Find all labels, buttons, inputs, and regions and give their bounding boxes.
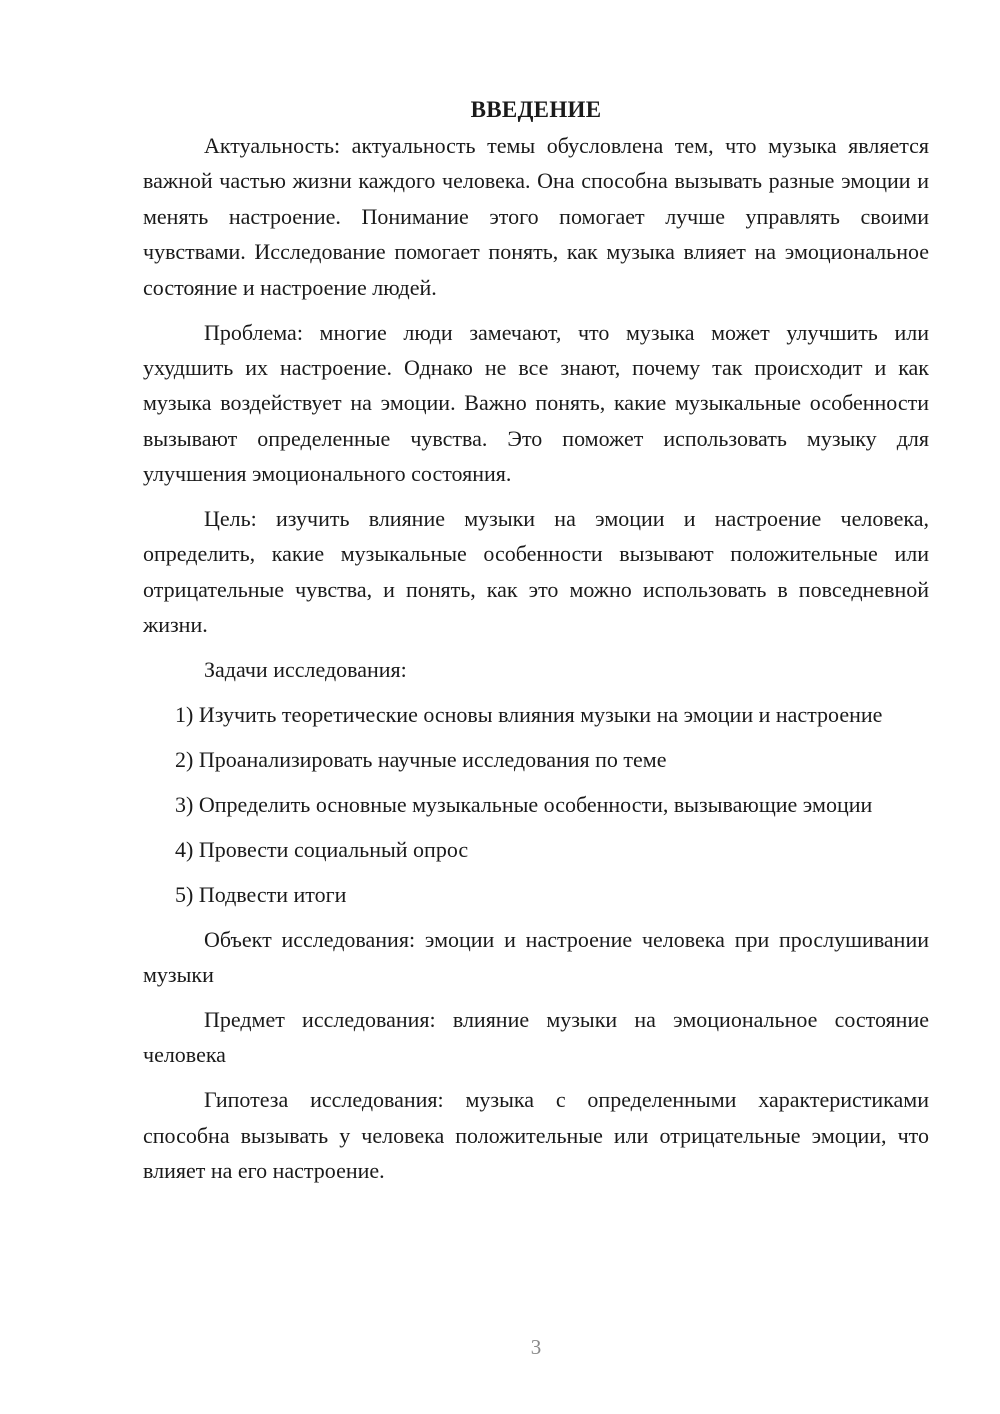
tasks-heading: Задачи исследования: bbox=[204, 657, 407, 683]
task-item-4: 4) Провести социальный опрос bbox=[175, 836, 469, 862]
document-page bbox=[143, 92, 929, 1198]
task-item-2: 2) Проанализировать научные исследования по теме bbox=[175, 747, 667, 772]
subject-paragraph: Предмет исследования: влияние музыки на эмоциональное состояние человека bbox=[143, 1006, 929, 1068]
task-item-5: 5) Подвести итоги bbox=[175, 881, 347, 907]
relevance-paragraph: Актуальность: актуальность темы обусловлена тем, что музыка является важной частью жизни каждого человека. Она способна вызывать разные эмоции и менять настроение. Понимание этого помогает лучше управлять своими чувствами. Исследование помогает понять, как музыка влияет на эмоциональное состояние и настроение людей. bbox=[143, 133, 929, 300]
problem-paragraph: Проблема: многие люди замечают, что музыка может улучшить или ухудшить их настроение. Однако не все знают, почему так происходит и как музыка воздействует на эмоции. Важно понять, какие музыкальные особенности вызывают определенные чувства. Это поможет использовать музыку для улучшения эмоционального состояния. bbox=[143, 319, 929, 487]
page-number: 3 bbox=[530, 1335, 542, 1359]
section-title: ВВЕДЕНИЕ bbox=[470, 97, 602, 122]
hypothesis-paragraph: Гипотеза исследования: музыка с определенными характеристиками способна вызывать у человека положительные или отрицательные эмоции, что влияет на его настроение. bbox=[143, 1087, 929, 1184]
task-item-3: 3) Определить основные музыкальные особенности, вызывающие эмоции bbox=[175, 791, 873, 817]
task-item-1: 1) Изучить теоретические основы влияния музыки на эмоции и настроение bbox=[175, 702, 883, 728]
object-paragraph: Объект исследования: эмоции и настроение человека при прослушивании музыки bbox=[143, 926, 929, 988]
goal-paragraph: Цель: изучить влияние музыки на эмоции и настроение человека, определить, какие музыкальные особенности вызывают положительные или отрицательные чувства, и понять, как это можно использовать в повседневной жизни. bbox=[143, 506, 929, 638]
